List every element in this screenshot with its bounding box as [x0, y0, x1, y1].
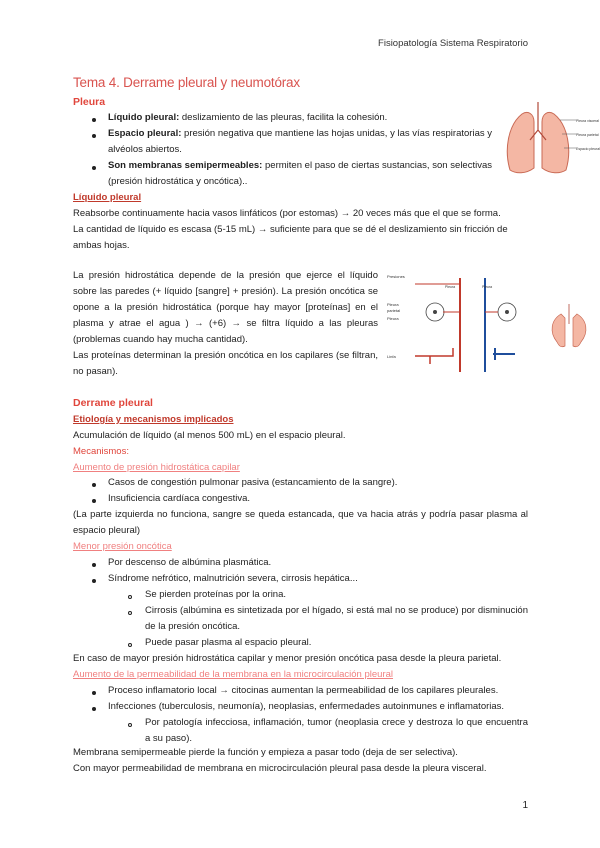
end-line-2: Con mayor permeabilidad de membrana en microcirculación pleural pasa desde la pleura visceral. [73, 763, 487, 774]
pressure-diagram [385, 272, 590, 377]
m2-bullet-2: Síndrome nefrótico, malnutrición severa, cirrosis hepática... [108, 573, 358, 584]
m3-bullet-2: Infecciones (tuberculosis, neumonía), neoplasias, enfermedades autoinmunes e inflamatorias. [108, 701, 505, 712]
heading-liquido-pleural: Líquido pleural [73, 192, 142, 203]
heading-presion-oncotica: Menor presión oncótica [73, 541, 172, 552]
heading-derrame-pleural: Derrame pleural [73, 397, 153, 409]
m1-note: (La parte izquierda no funciona, sangre se queda estancada, que va hacia atrás y podría pasar plasma al espacio pleural) [73, 509, 528, 536]
svg-text:Presiones: Presiones [387, 274, 405, 279]
end-line-1: Membrana semipermeable pierde la función y empieza a pasar todo (deja de ser selectiva). [73, 747, 458, 758]
page-number: 1 [522, 800, 528, 811]
svg-text:Pleura: Pleura [445, 285, 456, 289]
bullet-dot [92, 563, 96, 567]
m3-sub-1: Por patología infecciosa, inflamación, tumor (neoplasia crece y destroza lo que encuentra a su paso). [145, 717, 528, 744]
m1-bullet-2: Insuficiencia cardíaca congestiva. [108, 493, 251, 504]
bullet-dot [92, 707, 96, 711]
liquido-paragraph: La presión hidrostática depende de la presión que ejerce el líquido sobre las paredes (+ líquido [sangre] + presión). La presión oncótica se opone a la presión hidrostática (porque hay mayor [proteínas] en el plasma y atrae el agua ) → (+6) → se filtra líquido a las pleuras (problemas cuando hay mucha cantidad). [73, 270, 378, 345]
heading-presion-hidrostatica: Aumento de presión hidrostática capilar [73, 462, 240, 473]
bullet-dot [92, 118, 96, 122]
m2-sub-3: Puede pasar plasma al espacio pleural. [145, 637, 312, 648]
bullet-dot [92, 499, 96, 503]
m2-sub-2: Cirrosis (albúmina es sintetizada por el hígado, si está mal no se produce) por disminución de la presión oncótica. [145, 605, 528, 632]
sub-bullet [128, 723, 132, 727]
sub-bullet [128, 611, 132, 615]
heading-permeabilidad: Aumento de la permeabilidad de la membrana en la microcirculación pleural [73, 669, 394, 680]
page-header: Fisiopatología Sistema Respiratorio [378, 38, 528, 49]
lungs-pleura-diagram [500, 100, 600, 178]
liquido-paragraph-2: Las proteínas determinan la presión oncótica en los capilares (se filtran, no pasan). [73, 350, 378, 377]
svg-text:Pleura: Pleura [482, 285, 493, 289]
m2-bullet-1: Por descenso de albúmina plasmática. [108, 557, 272, 568]
svg-text:Pleura: Pleura [387, 316, 399, 321]
page-title: Tema 4. Derrame pleural y neumotórax [73, 75, 300, 90]
lung-label-visceral: Pleura visceral [576, 119, 599, 123]
lung-label-parietal: Pleura parietal [576, 133, 599, 137]
m3-bullet-1: Proceso inflamatorio local → citocinas aumentan la permeabilidad de los capilares pleurales. [108, 685, 499, 696]
sub-bullet [128, 643, 132, 647]
sub-bullet [128, 595, 132, 599]
svg-text:parietal: parietal [387, 308, 401, 313]
pleura-bullet-2: Espacio pleural: presión negativa que mantiene las hojas unidas, y las vías respiratorias y alvéolos abiertos. [108, 128, 492, 155]
bullet-dot [92, 166, 96, 170]
heading-etiologia: Etiología y mecanismos implicados [73, 414, 234, 425]
bullet-dot [92, 483, 96, 487]
bullet-dot [92, 134, 96, 138]
pleura-bullet-1: Líquido pleural: deslizamiento de las pleuras, facilita la cohesión. [108, 112, 388, 123]
bullet-dot [92, 691, 96, 695]
acumulacion-text: Acumulación de líquido (al menos 500 mL) en el espacio pleural. [73, 430, 346, 441]
mecanismos-label: Mecanismos: [73, 446, 129, 457]
pleura-bullet-3: Son membranas semipermeables: permiten el paso de ciertas sustancias, son selectivas (presión hidrostática y oncótica).. [108, 160, 492, 187]
liquido-line-1: Reabsorbe continuamente hacia vasos linfáticos (por estomas) → 20 veces más que el que se forma. [73, 208, 501, 219]
bullet-dot [92, 579, 96, 583]
svg-text:Linfa: Linfa [387, 354, 396, 359]
heading-pleura: Pleura [73, 96, 106, 108]
m1-bullet-1: Casos de congestión pulmonar pasiva (estancamiento de la sangre). [108, 477, 398, 488]
lung-label-espacio: Espacio pleural [576, 147, 600, 151]
m2-sub-1: Se pierden proteínas por la orina. [145, 589, 287, 600]
m2-note: En caso de mayor presión hidrostática capilar y menor presión oncótica pasa desde la pleura parietal. [73, 653, 502, 664]
liquido-line-2: La cantidad de líquido es escasa (5-15 mL) → suficiente para que se dé el deslizamiento sin fricción de ambas hojas. [73, 224, 508, 251]
svg-text:Pleura: Pleura [387, 302, 399, 307]
